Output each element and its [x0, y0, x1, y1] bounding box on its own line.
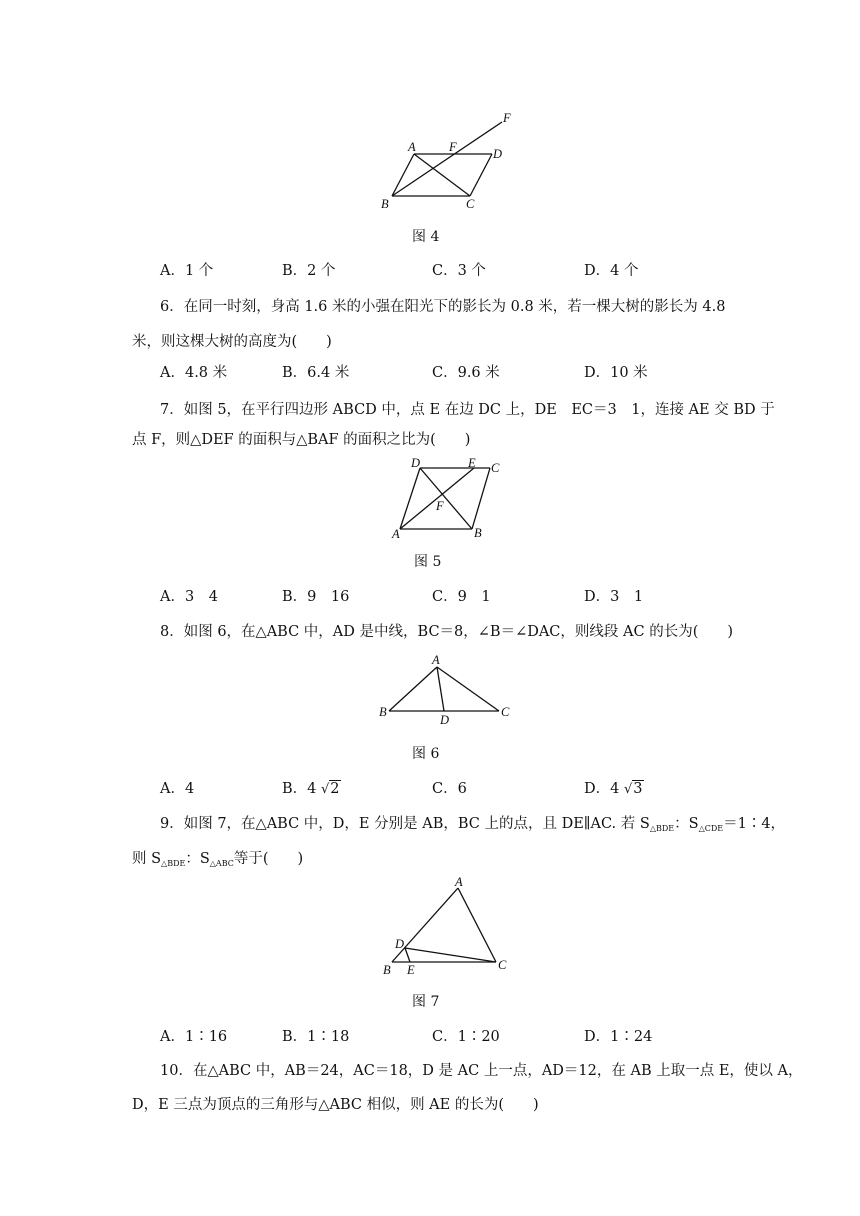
figure-5-diagram: [388, 456, 508, 542]
q9-option-a[interactable]: A．1∶16: [160, 1029, 228, 1045]
q8-options: [160, 777, 800, 799]
q7-text-line1: 7．如图 5，在平行四边形 ABCD 中，点 E 在边 DC 上，DE EC＝3 1，连接 AE 交 BD 于: [160, 402, 775, 418]
figure-5: [388, 456, 508, 542]
q10-text-line1: 10．在△ABC 中，AB＝24，AC＝18，D 是 AC 上一点，AD＝12，在 AB 上取一点 E，使以 A，: [160, 1063, 803, 1079]
q7-option-d[interactable]: D．3 1: [584, 589, 644, 605]
subscript-bde: △BDE: [161, 859, 186, 868]
q6-option-d[interactable]: D．10 米: [584, 365, 648, 381]
radicand: 2: [330, 781, 340, 797]
point-d: D: [411, 456, 421, 470]
segment-ac: [458, 888, 496, 962]
point-b: B: [379, 705, 387, 719]
radical-sign-icon: √: [623, 782, 633, 797]
radicand: 3: [633, 781, 643, 797]
q8-option-d[interactable]: [584, 777, 644, 798]
q8-text-line1: 8．如图 6，在△ABC 中，AD 是中线，BC＝8，∠B＝∠DAC，则线段 AC 的长为( ): [160, 624, 734, 640]
q6-option-a[interactable]: A．4.8 米: [160, 365, 228, 381]
point-a: A: [432, 653, 440, 667]
subscript-bde: △BDE: [649, 824, 675, 833]
q9-text-line2: [132, 847, 303, 868]
q8-option-b-label: B．4: [282, 781, 317, 797]
point-f: F: [436, 499, 444, 513]
q9-option-c[interactable]: C．1∶20: [432, 1029, 500, 1045]
point-e: E: [468, 456, 476, 470]
q9-line2-part-c: 等于( ): [233, 851, 304, 867]
segment-ab: [389, 667, 437, 711]
segment-ad: [437, 667, 444, 711]
q9-line2-part-b: ：S: [185, 851, 210, 867]
q9-line1-part-a: 9．如图 7，在△ABC 中，D，E 分别是 AB，BC 上的点，且 DE∥AC. 若 S: [160, 816, 650, 832]
segment-de: [405, 948, 410, 962]
q9-options: [160, 1025, 800, 1047]
point-b: B: [474, 526, 482, 540]
q9-line1-part-b: ：S: [674, 816, 699, 832]
q5-option-a[interactable]: A．1 个: [160, 263, 214, 279]
figure-7-caption: 图 7: [412, 994, 440, 1010]
q6-options: [160, 361, 800, 383]
q8-option-c[interactable]: C．6: [432, 781, 467, 797]
q6-text-line1: 6．在同一时刻，身高 1.6 米的小强在阳光下的影长为 0.8 米，若一棵大树的影长为 4.8: [160, 299, 726, 315]
point-c: C: [498, 958, 507, 972]
q9-line1-part-c: ＝1∶4，: [723, 816, 786, 832]
q6-text-line2: 米，则这棵大树的高度为( ): [132, 334, 332, 350]
q9-option-d[interactable]: D．1∶24: [584, 1029, 653, 1045]
segment-dc: [405, 948, 496, 962]
point-b: B: [383, 963, 391, 977]
figure-6: [375, 650, 525, 730]
radical-sign-icon: √: [321, 782, 330, 797]
q9-option-b[interactable]: B．1∶18: [282, 1029, 350, 1045]
q8-option-b[interactable]: [282, 777, 341, 798]
point-d: D: [493, 147, 503, 161]
point-e: E: [407, 963, 415, 977]
figure-6-caption: 图 6: [412, 746, 440, 762]
q9-text-line1: [160, 812, 785, 833]
sqrt-3: [624, 781, 644, 797]
segment-cb: [472, 468, 490, 529]
q6-option-b[interactable]: B．6.4 米: [282, 365, 350, 381]
subscript-cde: △CDE: [698, 824, 724, 833]
q9-line2-part-a: 则 S: [132, 851, 162, 867]
q8-option-d-label: D．4: [584, 781, 620, 797]
point-a: A: [455, 875, 463, 889]
segment-bf: [392, 122, 502, 196]
segment-ac: [437, 667, 499, 711]
segment-db: [420, 468, 472, 529]
figure-4: [370, 108, 520, 212]
sqrt-2: [321, 781, 341, 797]
figure-4-diagram: [370, 108, 520, 212]
point-c: C: [501, 705, 510, 719]
q5-option-d[interactable]: D．4 个: [584, 263, 639, 279]
point-a: A: [392, 527, 400, 541]
figure-7: [378, 872, 518, 982]
q6-option-c[interactable]: C．9.6 米: [432, 365, 500, 381]
figure-7-diagram: [378, 872, 518, 982]
point-c: C: [466, 197, 475, 211]
q5-option-c[interactable]: C．3 个: [432, 263, 486, 279]
q7-text-line2: 点 F，则△DEF 的面积与△BAF 的面积之比为( ): [132, 432, 471, 448]
point-f: F: [449, 140, 457, 154]
q7-options: [160, 585, 800, 607]
point-f-top: F: [503, 111, 511, 125]
segment-dc: [470, 154, 492, 196]
point-d: D: [395, 937, 405, 951]
q7-option-c[interactable]: C．9 1: [432, 589, 491, 605]
q5-options: [160, 259, 800, 281]
point-d: D: [440, 713, 450, 727]
figure-6-diagram: [375, 650, 525, 730]
segment-ab: [392, 154, 414, 196]
figure-5-caption: 图 5: [414, 554, 442, 570]
q7-option-a[interactable]: A．3 4: [160, 589, 218, 605]
point-a: A: [408, 140, 416, 154]
point-b: B: [381, 197, 389, 211]
q10-text-line2: D，E 三点为顶点的三角形与△ABC 相似，则 AE 的长为( ): [132, 1097, 539, 1113]
subscript-abc: △ABC: [209, 859, 234, 868]
point-c: C: [491, 461, 500, 475]
q7-option-b[interactable]: B．9 16: [282, 589, 350, 605]
q5-option-b[interactable]: B．2 个: [282, 263, 336, 279]
segment-da: [400, 468, 420, 529]
figure-4-caption: 图 4: [412, 229, 440, 245]
q8-option-a[interactable]: A．4: [160, 781, 195, 797]
